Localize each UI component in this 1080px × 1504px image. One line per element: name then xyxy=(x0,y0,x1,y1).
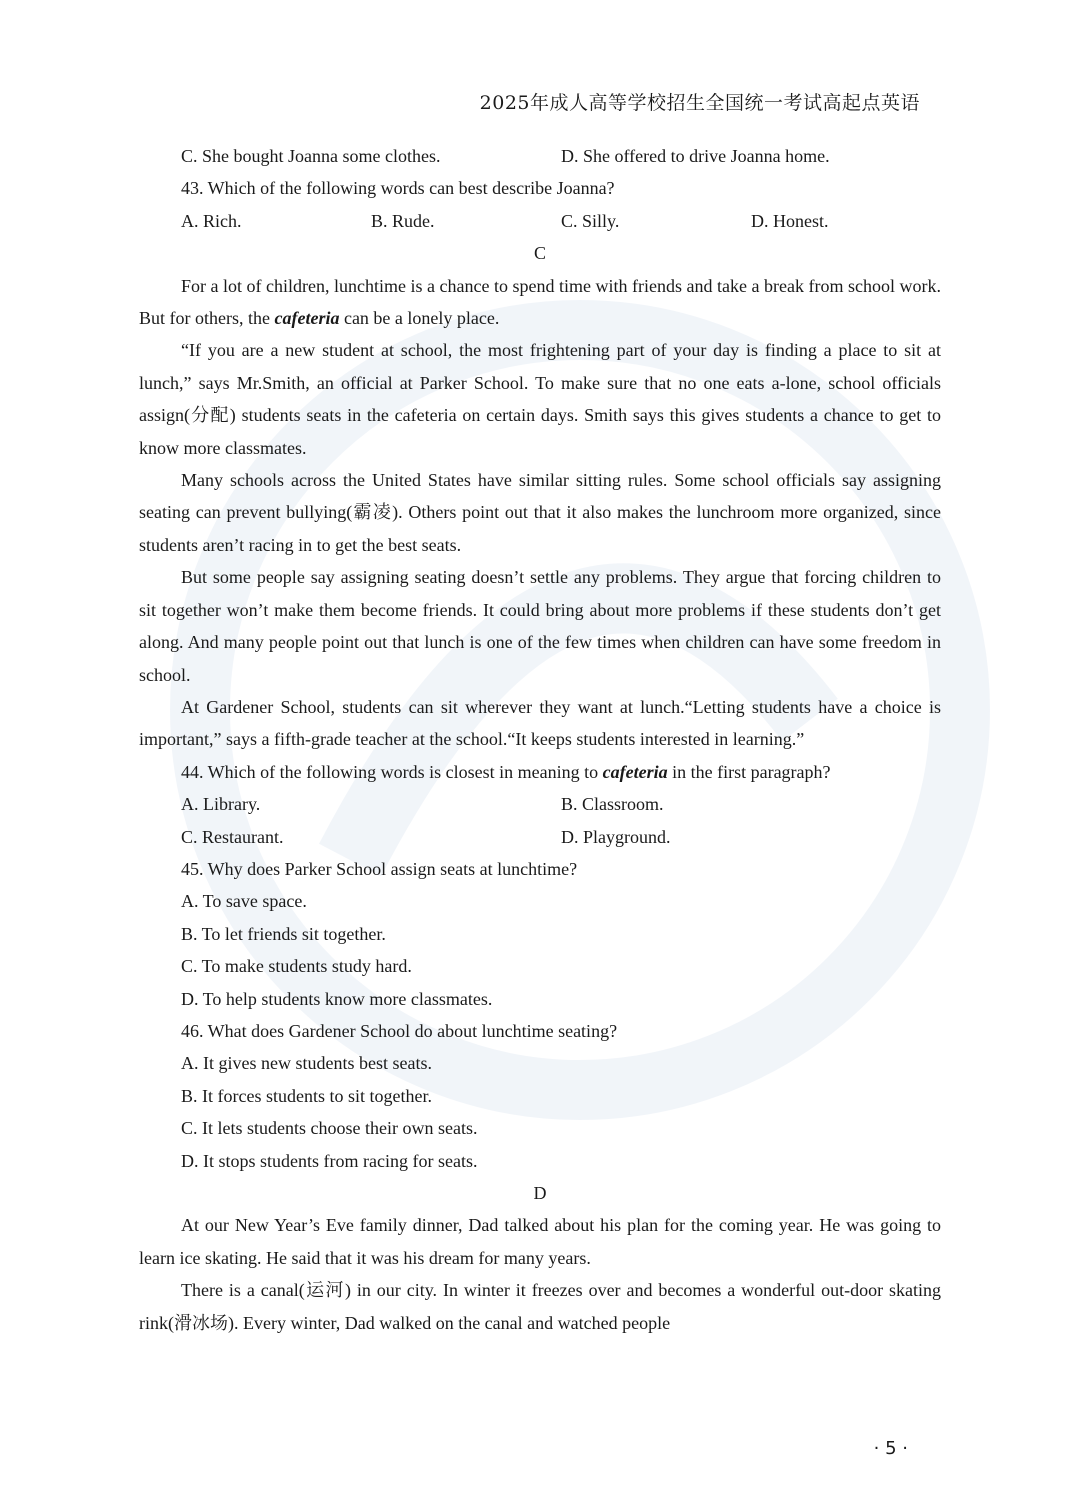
q45-option-d: D. To help students know more classmates. xyxy=(181,988,493,1009)
passage-c-paragraph-5: At Gardener School, students can sit wherever they want at lunch.“Letting students have a choice is important,” says a fifth-grade teacher at the school.“It keeps students interested in learning.” xyxy=(139,696,941,750)
q46-option-c: C. It lets students choose their own seats. xyxy=(181,1118,478,1139)
page-header: 2025年成人高等学校招生全国统一考试高起点英语 xyxy=(479,92,920,114)
passage-c-paragraph-2: “If you are a new student at school, the most frightening part of your day is finding a place to sit at lunch,” says Mr.Smith, an official at Parker School. To make sure that no one eats a-lone, school officials assign(分配) students seats in the cafeteria on certain days. Smith says this gives students a chance to get to know more classmates. xyxy=(139,340,941,458)
page-content xyxy=(139,140,941,1339)
passage-c-paragraph-4: But some people say assigning seating doesn’t settle any problems. They argue that forcing children to sit together won’t make them become friends. It could bring about more problems if these students don’t get along. And many people point out that lunch is one of the few times when children can have some freedom in school. xyxy=(139,567,941,685)
q42-option-c: C. She bought Joanna some clothes. xyxy=(181,146,441,166)
keyword-cafeteria: cafeteria xyxy=(274,308,340,329)
q45-option-b: B. To let friends sit together. xyxy=(181,923,386,944)
page-number: · 5 · xyxy=(873,1438,908,1459)
q46-option-b: B. It forces students to sit together. xyxy=(181,1085,432,1106)
q45-option-a: A. To save space. xyxy=(181,891,307,912)
q44-option-d: D. Playground. xyxy=(561,826,671,847)
passage-d-paragraph-1: At our New Year’s Eve family dinner, Dad talked about his plan for the coming year. He was going to learn ice skating. He said that it was his dream for many years. xyxy=(139,1215,941,1268)
q43-options xyxy=(139,205,941,237)
passage-c-label: C xyxy=(533,243,546,264)
q42-options-tail xyxy=(139,140,941,172)
q45-stem: 45. Why does Parker School assign seats at lunchtime? xyxy=(181,858,578,879)
q43-option-b: B. Rude. xyxy=(371,210,435,231)
q43-option-d: D. Honest. xyxy=(751,210,829,231)
q43-stem: 43. Which of the following words can best describe Joanna? xyxy=(181,178,615,199)
passage-d-label: D xyxy=(533,1183,547,1203)
q42-option-d: D. She offered to drive Joanna home. xyxy=(561,146,830,166)
q43-option-a: A. Rich. xyxy=(181,210,242,231)
q46-option-d: D. It stops students from racing for seats. xyxy=(181,1150,478,1171)
keyword-cafeteria: cafeteria xyxy=(602,761,668,782)
passage-d-paragraph-2: There is a canal(运河) in our city. In winter it freezes over and becomes a wonderful out-door skating rink(滑冰场). Every winter, Dad walked on the canal and watched people xyxy=(139,1280,941,1333)
q44-options-row-2 xyxy=(139,821,941,853)
passage-c-paragraph-3: Many schools across the United States have similar sitting rules. Some school officials say assigning seating can prevent bullying(霸凌). Others point out that it also makes the lunchroom more organized, since students aren’t racing in to get the best seats. xyxy=(139,470,941,555)
q44-options-row-1 xyxy=(139,788,941,820)
q44-stem: 44. Which of the following words is closest in meaning to cafeteria in the first paragraph? xyxy=(181,761,831,782)
q46-stem: 46. What does Gardener School do about lunchtime seating? xyxy=(181,1020,618,1041)
q44-option-a: A. Library. xyxy=(181,794,261,815)
q43-option-c: C. Silly. xyxy=(561,210,620,231)
q46-option-a: A. It gives new students best seats. xyxy=(181,1053,432,1074)
q45-option-c: C. To make students study hard. xyxy=(181,956,412,977)
q44-option-c: C. Restaurant. xyxy=(181,826,284,847)
passage-c-paragraph-1: For a lot of children, lunchtime is a chance to spend time with friends and take a break from school work. But for others, the cafeteria can be a lonely place. xyxy=(139,275,941,329)
q44-option-b: B. Classroom. xyxy=(561,794,664,815)
